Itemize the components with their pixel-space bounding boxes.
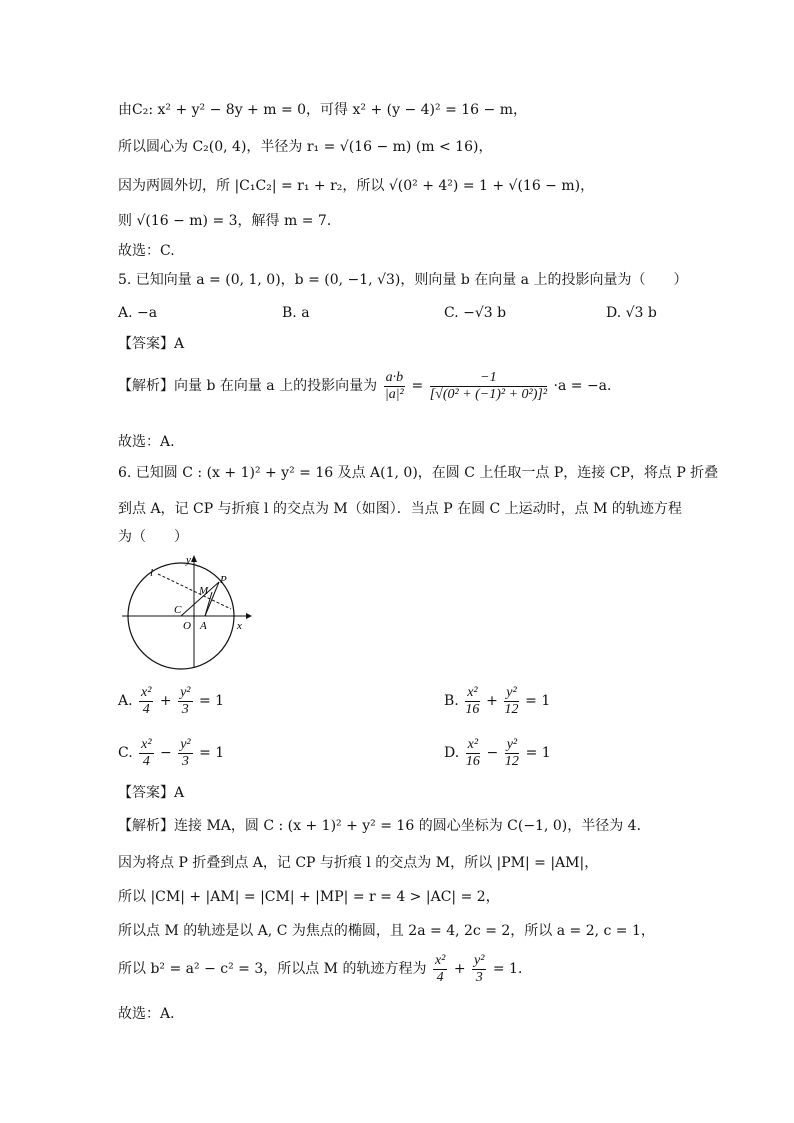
- label-l: l: [150, 567, 154, 579]
- q5-explanation-suffix: ·a = −a．: [553, 378, 622, 394]
- q6-b-den2: 12: [504, 701, 519, 717]
- q5-computed-numerator: −1: [430, 370, 547, 387]
- q6-e5-den2: 3: [475, 969, 483, 985]
- label-c: C: [174, 604, 182, 616]
- q6-c-num1: x²: [141, 736, 152, 752]
- q6-a-den1: 4: [142, 701, 150, 717]
- q6-d-num2: y²: [506, 736, 518, 752]
- question-6-stem-line-3: 为（ ）: [118, 529, 188, 545]
- question-6-stem-line-2: 到点 A，记 CP 与折痕 l 的交点为 M（如图）．当点 P 在圆 C 上运动时，点 M 的轨迹方程: [118, 501, 682, 517]
- q6-explanation-line-3: 所以 |CM| + |AM| = |CM| + |MP| = r = 4 > |AC| = 2，: [118, 889, 500, 905]
- label-m: M: [199, 585, 209, 597]
- q6-option-b: [444, 683, 550, 719]
- q6-option-c-letter: C.: [118, 745, 133, 761]
- question-6-stem-line-1: 6. 已知圆 C : (x + 1)² + y² = 16 及点 A(1, 0)，在圆 C 上任取一点 P，连接 CP，将点 P 折叠: [118, 465, 719, 481]
- q5-explanation: 【解析】向量 b 在向量 a 上的投影向量为 $\frac{a\cdot b}{\text{|a|²}}$ = $\frac{-1}{\text{[√(0² + (−1)² + 0²)]²}}$ ·a = −a．: [118, 369, 622, 402]
- q6-option-a: [118, 683, 224, 719]
- q6-d-den2: 12: [504, 753, 519, 769]
- q6-c-den2: 3: [181, 753, 189, 769]
- q5-projection-coefficient: [384, 370, 406, 403]
- q6-e5-op: +: [453, 961, 466, 977]
- q6-b-num2: y²: [506, 684, 517, 700]
- x-axis-arrow-icon: [246, 613, 252, 619]
- label-y: y: [186, 554, 191, 566]
- q6-option-c: [118, 735, 224, 771]
- q6-e5-prefix: 所以 b² = a² − c² = 3，所以点 M 的轨迹方程为: [118, 961, 427, 977]
- q6-choice: 故选：A．: [118, 1006, 185, 1022]
- q6-option-a-letter: A.: [118, 693, 133, 709]
- derivation-line-4: 则 √(16 − m) = 3，解得 m = 7．: [118, 213, 341, 229]
- q5-computed-denominator: [√(0² + (−1)² + 0²)]²: [429, 386, 548, 402]
- q6-e5-num1: x²: [434, 952, 446, 968]
- q6-d-op: −: [486, 745, 499, 761]
- q6-d-den1: 16: [465, 753, 480, 769]
- q5-explanation-prefix: 【解析】向量 b 在向量 a 上的投影向量为: [118, 378, 378, 394]
- q5-dot-product: a·b: [385, 369, 404, 385]
- q6-a-op: +: [159, 693, 172, 709]
- q6-b-eq: = 1: [525, 693, 551, 709]
- q5-answer: 【答案】A: [118, 336, 185, 352]
- derivation-line-3: 因为两圆外切，所 |C₁C₂| = r₁ + r₂，所以 √(0² + 4²) = 1 + √(16 − m)，: [118, 178, 595, 194]
- q6-c-num2: y²: [180, 736, 191, 752]
- q6-d-num1: x²: [467, 736, 479, 752]
- q6-explanation-line-2: 因为将点 P 折叠到点 A，记 CP 与折痕 l 的交点为 M，所以 |PM| = |AM|，: [118, 855, 599, 871]
- q5-option-b: B. a: [282, 305, 310, 321]
- derivation-line-1: 由C₂: x² + y² − 8y + m = 0，可得 x² + (y − 4)² = 16 − m，: [118, 102, 527, 118]
- q6-b-op: +: [486, 693, 498, 709]
- label-a: A: [200, 620, 207, 632]
- q6-c-eq: = 1: [199, 745, 225, 761]
- q6-b-den1: 16: [465, 701, 480, 717]
- q5-option-d: D. √3 b: [606, 305, 657, 321]
- label-x: x: [237, 620, 242, 632]
- q6-e5-eq: = 1．: [492, 961, 532, 977]
- label-o: O: [183, 620, 191, 632]
- q5-option-a: A. −a: [118, 305, 158, 321]
- q5-option-c: C. −√3 b: [444, 305, 507, 321]
- q5-computed-fraction: [430, 370, 547, 403]
- q6-d-eq: = 1: [525, 745, 551, 761]
- q6-option-d-letter: D.: [444, 745, 460, 761]
- y-axis-arrow-icon: [191, 555, 197, 562]
- question-5-stem: 5. 已知向量 a = (0, 1, 0)，b = (0, −1, √3)，则向量 b 在向量 a 上的投影向量为（ ）: [118, 272, 688, 288]
- derivation-line-2: 所以圆心为 C₂(0, 4)，半径为 r₁ = √(16 − m) (m < 16)，: [118, 139, 493, 155]
- q6-a-num1: x²: [141, 684, 152, 700]
- q6-e5-den1: 4: [436, 969, 444, 985]
- q5-norm-squared: |a|²: [384, 386, 404, 402]
- q6-answer: 【答案】A: [118, 785, 185, 801]
- q5-choice: 故选：A.: [118, 434, 175, 450]
- q6-c-op: −: [160, 745, 172, 761]
- q6-c-den1: 4: [142, 753, 150, 769]
- q6-explanation-line-1: 【解析】连接 MA，圆 C : (x + 1)² + y² = 16 的圆心坐标为 C(−1, 0)，半径为 4．: [118, 818, 651, 834]
- circle-fold-figure: [118, 550, 258, 675]
- q6-a-num2: y²: [180, 684, 191, 700]
- label-p: P: [220, 574, 227, 586]
- q6-a-den2: 3: [181, 701, 189, 717]
- q6-explanation-line-4: 所以点 M 的轨迹是以 A, C 为焦点的椭圆，且 2a = 4, 2c = 2，所以 a = 2, c = 1，: [118, 923, 655, 939]
- q6-b-num1: x²: [467, 684, 478, 700]
- q6-a-eq: = 1: [198, 693, 225, 709]
- q6-e5-num2: y²: [474, 952, 485, 968]
- q6-option-d: [444, 735, 551, 771]
- choice-line-q4: 故选：C.: [118, 243, 175, 259]
- q6-explanation-line-5: [118, 950, 532, 988]
- q6-option-b-letter: B.: [444, 693, 459, 709]
